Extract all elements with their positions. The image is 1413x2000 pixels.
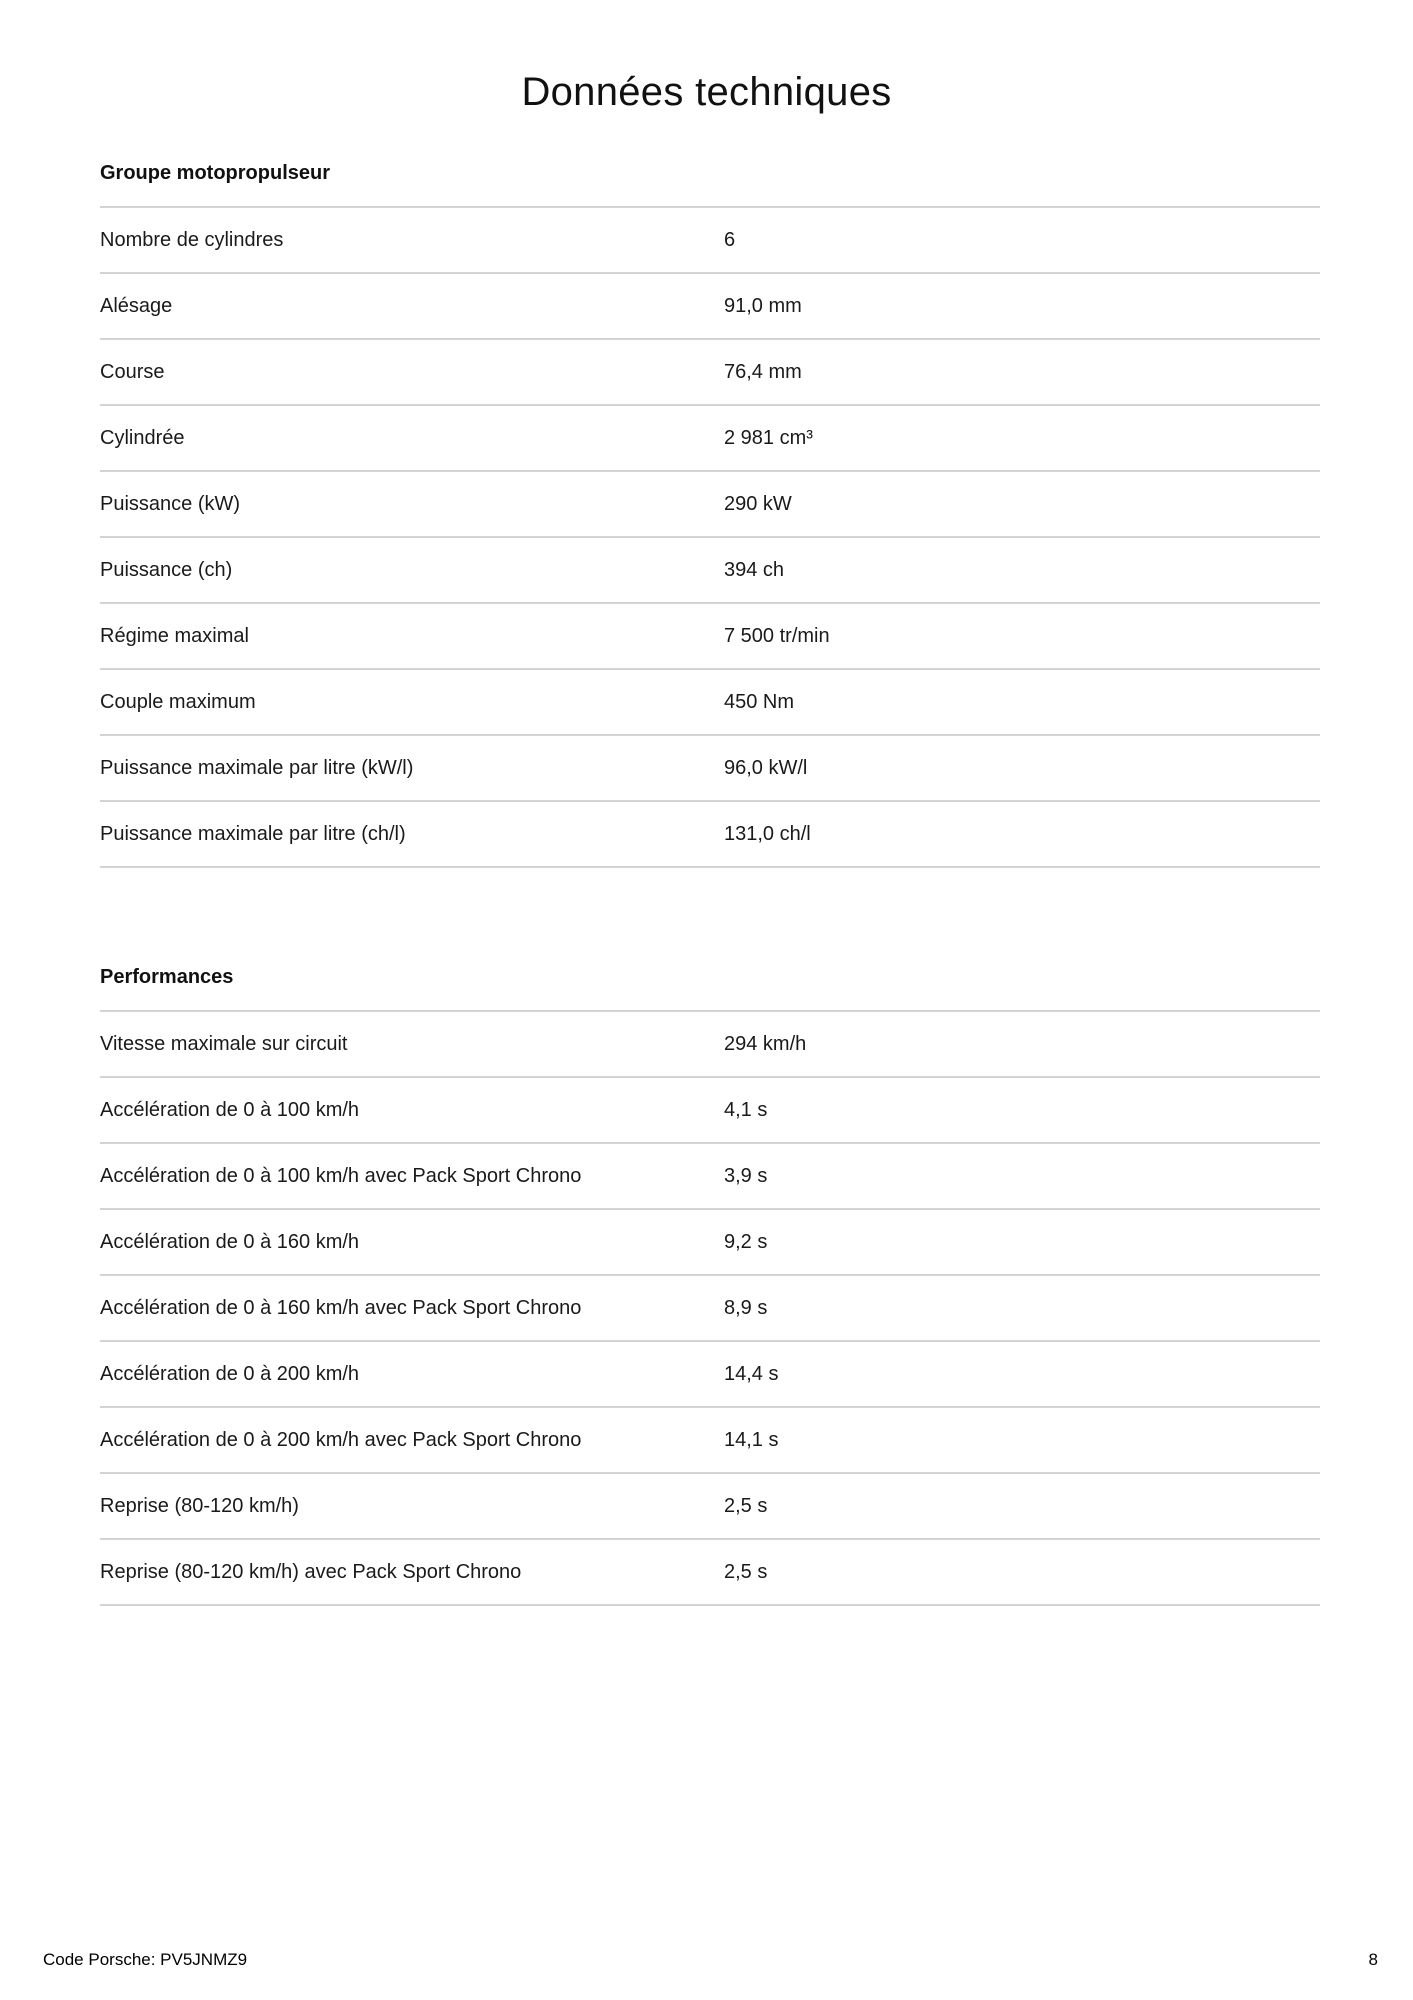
spec-value: 2 981 cm³ xyxy=(724,426,813,449)
spec-label: Régime maximal xyxy=(100,624,249,647)
spec-label: Accélération de 0 à 100 km/h xyxy=(100,1098,360,1121)
spec-value: 394 ch xyxy=(724,558,785,581)
spec-value: 294 km/h xyxy=(724,1032,807,1055)
spec-row xyxy=(100,340,1320,406)
spec-row xyxy=(100,1012,1320,1078)
spec-value: 450 Nm xyxy=(724,690,795,713)
section-performances xyxy=(100,962,1320,1606)
spec-label: Accélération de 0 à 160 km/h xyxy=(100,1230,360,1253)
spec-label: Couple maximum xyxy=(100,690,256,713)
spec-label: Reprise (80-120 km/h) avec Pack Sport Chrono xyxy=(100,1560,522,1583)
spec-label: Alésage xyxy=(100,294,173,317)
spec-value: 14,4 s xyxy=(724,1362,779,1385)
spec-value: 8,9 s xyxy=(724,1296,768,1319)
spec-label: Puissance (kW) xyxy=(100,492,241,515)
spec-value: 14,1 s xyxy=(724,1428,779,1451)
porsche-code: Code Porsche: PV5JNMZ9 xyxy=(43,1950,248,1969)
spec-label: Nombre de cylindres xyxy=(100,228,284,251)
spec-value: 91,0 mm xyxy=(724,294,802,317)
spec-row xyxy=(100,1078,1320,1144)
page-number: 8 xyxy=(1368,1950,1378,1969)
spec-row xyxy=(100,274,1320,340)
spec-row xyxy=(100,472,1320,538)
spec-label: Cylindrée xyxy=(100,426,185,449)
spec-label: Accélération de 0 à 160 km/h avec Pack Sport Chrono xyxy=(100,1296,582,1319)
spec-row xyxy=(100,736,1320,802)
spec-value: 76,4 mm xyxy=(724,360,802,383)
section-heading: Groupe motopropulseur xyxy=(100,158,1320,208)
spec-label: Accélération de 0 à 200 km/h xyxy=(100,1362,360,1385)
spec-label: Puissance (ch) xyxy=(100,558,233,581)
spec-row xyxy=(100,406,1320,472)
page-footer xyxy=(43,1950,1378,1970)
page-title: Données techniques xyxy=(521,70,892,114)
spec-value: 2,5 s xyxy=(724,1494,768,1517)
spec-value: 6 xyxy=(724,228,736,251)
spec-value: 2,5 s xyxy=(724,1560,768,1583)
spec-value: 9,2 s xyxy=(724,1230,768,1253)
spec-label: Accélération de 0 à 100 km/h avec Pack Sport Chrono xyxy=(100,1164,582,1187)
spec-value: 290 kW xyxy=(724,492,792,515)
spec-value: 3,9 s xyxy=(724,1164,768,1187)
section-groupe-motopropulseur xyxy=(100,158,1320,868)
spec-value: 131,0 ch/l xyxy=(724,822,811,845)
spec-label: Puissance maximale par litre (kW/l) xyxy=(100,756,414,779)
spec-label: Reprise (80-120 km/h) xyxy=(100,1494,299,1517)
spec-value: 4,1 s xyxy=(724,1098,768,1121)
spec-row xyxy=(100,1408,1320,1474)
spec-row xyxy=(100,1210,1320,1276)
spec-label: Vitesse maximale sur circuit xyxy=(100,1032,348,1055)
spec-row xyxy=(100,538,1320,604)
spec-row xyxy=(100,1540,1320,1606)
spec-row xyxy=(100,670,1320,736)
spec-row xyxy=(100,1144,1320,1210)
spec-value: 7 500 tr/min xyxy=(724,624,830,647)
spec-row xyxy=(100,802,1320,868)
spec-row xyxy=(100,1342,1320,1408)
spec-label: Puissance maximale par litre (ch/l) xyxy=(100,822,406,845)
section-heading: Performances xyxy=(100,962,1320,1012)
spec-label: Course xyxy=(100,360,165,383)
spec-row xyxy=(100,1474,1320,1540)
spec-row xyxy=(100,604,1320,670)
spec-label: Accélération de 0 à 200 km/h avec Pack Sport Chrono xyxy=(100,1428,582,1451)
spec-value: 96,0 kW/l xyxy=(724,756,808,779)
spec-row xyxy=(100,208,1320,274)
spec-row xyxy=(100,1276,1320,1342)
